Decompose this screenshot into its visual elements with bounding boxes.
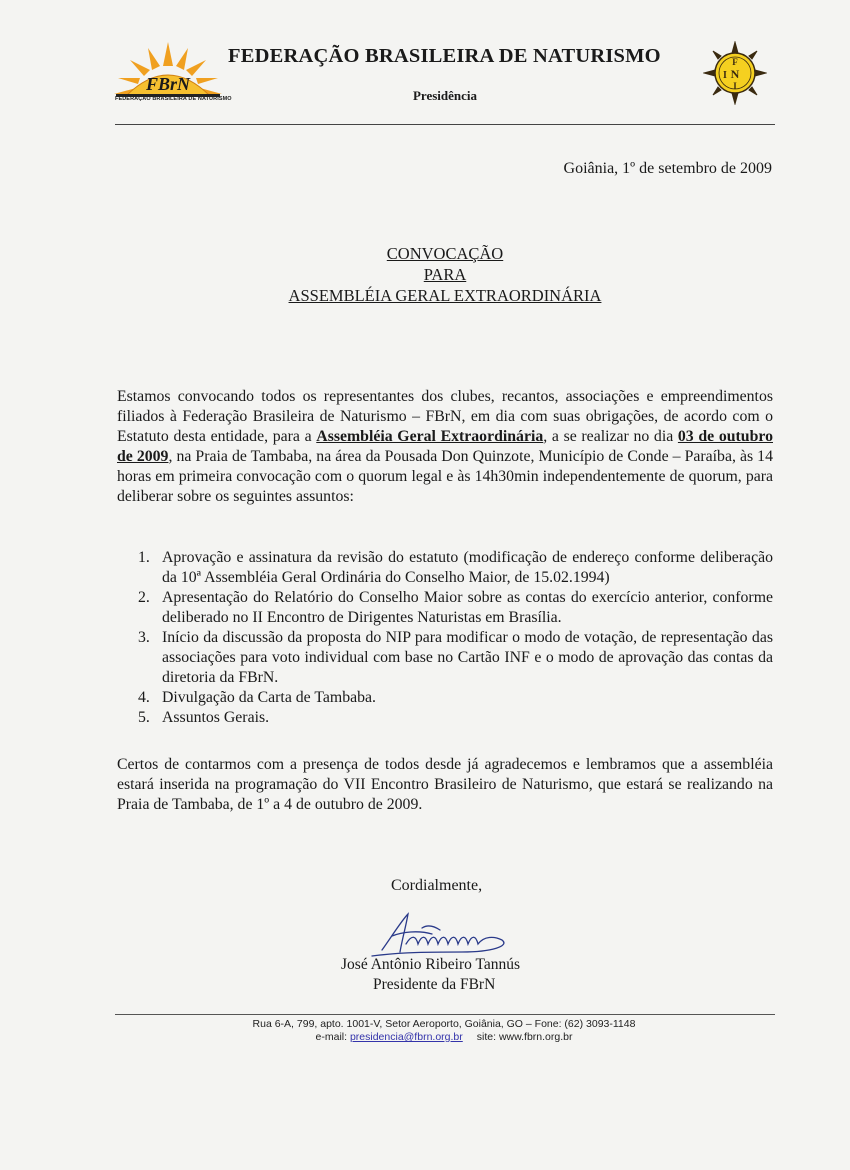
agenda-item: [117, 628, 773, 688]
email-link[interactable]: presidencia@fbrn.org.br: [349, 1031, 463, 1043]
agenda-item: [117, 588, 773, 628]
fbrn-logo-letters: FBrN: [145, 74, 191, 94]
title-line-2: PARA: [423, 265, 467, 284]
date-line: Goiânia, 1º de setembro de 2009: [563, 160, 772, 177]
agenda-number: 4.: [138, 689, 150, 706]
organization-subtitle: Presidência: [412, 88, 478, 103]
agenda-list: [117, 548, 773, 728]
convocation-paragraph: [117, 387, 773, 507]
footer-contact: [0, 1031, 850, 1043]
agenda-item: [117, 688, 773, 708]
header-divider: [115, 124, 775, 125]
inf-compass-logo-icon: [703, 41, 767, 105]
document-title: [0, 243, 850, 306]
closing-salutation: Cordialmente,: [391, 877, 483, 894]
title-line-1: CONVOCAÇÃO: [386, 244, 504, 263]
inf-letter-bottom: I: [733, 81, 737, 91]
footer-address: Rua 6-A, 799, apto. 1001-V, Setor Aeroporto, Goiânia, GO – Fone: (62) 3093-1148: [252, 1018, 636, 1030]
agenda-number: 1.: [138, 549, 150, 566]
closing-paragraph: Certos de contarmos com a presença de todos desde já agradecemos e lembramos que a assembléia estará inserida na programação do VII Encontro Brasileiro de Naturismo, que estará se realizando na Praia de Tambaba, de 1º a 4 de outubro de 2009.: [117, 756, 773, 813]
title-line-3: ASSEMBLÉIA GERAL EXTRAORDINÁRIA: [288, 286, 602, 305]
paragraph-text: , na Praia de Tambaba, na área da Pousada Don Quinzote, Município de Conde – Paraíba, às 14 horas em primeira convocação com o quorum legal e às 14h30min independentemente de quorum, para deliberar sobre os seguintes assuntos:: [117, 448, 773, 505]
footer-divider: [115, 1014, 775, 1015]
inf-letter-left: I: [723, 70, 727, 81]
site-text: site: www.fbrn.org.br: [476, 1031, 573, 1043]
paragraph-text: , a se realizar no dia: [543, 428, 678, 445]
agenda-number: 5.: [138, 709, 150, 726]
agenda-item: [117, 708, 773, 728]
signer-name: José Antônio Ribeiro Tannús: [341, 956, 521, 973]
agenda-text: Divulgação da Carta de Tambaba.: [162, 689, 376, 706]
logo-caption: FEDERAÇÃO BRASILEIRA DE NATURISMO: [115, 96, 232, 102]
agenda-text: Início da discussão da proposta do NIP para modificar o modo de votação, de representação das associações para voto individual com base no Cartão INF e o modo de aprovação das contas da diretoria da FBrN.: [162, 629, 773, 686]
agenda-number: 3.: [138, 629, 150, 646]
highlight-date: 03 de outubro de 2009: [117, 428, 773, 465]
agenda-text: Aprovação e assinatura da revisão do estatuto (modificação de endereço conforme deliberação da 10ª Assembléia Geral Ordinária do Conselho Maior, de 15.02.1994): [162, 549, 773, 586]
agenda-text: Assuntos Gerais.: [162, 709, 270, 726]
agenda-number: 2.: [138, 589, 150, 606]
paragraph-text: Estamos convocando todos os representantes dos clubes, recantos, associações e empreendimentos filiados à Federação Brasileira de Naturismo – FBrN, em dia com suas obrigações, de acordo com o Estatuto desta entidade, para a: [117, 388, 773, 445]
agenda-text: Apresentação do Relatório do Conselho Maior sobre as contas do exercício anterior, conforme deliberado no II Encontro de Dirigentes Naturistas em Brasília.: [162, 589, 773, 626]
inf-letter-center: N: [730, 67, 740, 81]
agenda-item: [117, 548, 773, 588]
signer-role: Presidente da FBrN: [373, 976, 496, 993]
organization-title: FEDERAÇÃO BRASILEIRA DE NATURISMO: [228, 45, 661, 67]
inf-letter-top: F: [732, 57, 738, 67]
email-label: e-mail:: [315, 1031, 348, 1043]
highlight-assembly: Assembléia Geral Extraordinária: [316, 428, 544, 445]
